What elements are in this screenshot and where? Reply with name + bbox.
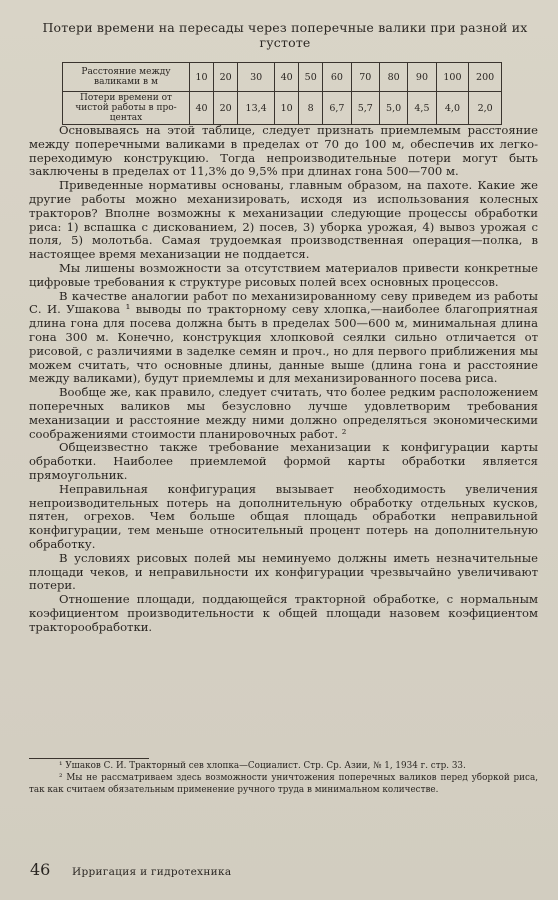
paragraph: В условиях рисовых полей мы неминуемо должны иметь незначительные площади чеков, и неправильности их конфигурации чрезвычайно увеличивают потери.: [29, 550, 538, 593]
paragraph: Приведенные нормативы основаны, главным образом, на пахоте. Какие же другие работы можно механизировать, исходя из использования колесных тракторов? Вполне возможны к механизации следующие процессы обработки риса: 1) вспашка с дискованием, 2) посев, 3) уборка урожая, 4) вывоз урожая с поля, 5) молотьба. Самая трудоемкая производственная операция—полка, в настоящее время механизации не поддается.: [29, 178, 538, 262]
table-cell: 20: [214, 63, 238, 92]
footnotes: [29, 761, 538, 796]
table-row: [63, 92, 502, 125]
table-cell: 90: [408, 63, 436, 92]
table-cell: 60: [323, 63, 351, 92]
footnote: ² Мы не рассматриваем здесь возможности уничтожения поперечных валиков перед уборкой риса, так как считаем обязательным применение ручного труда в минимальном количестве.: [29, 772, 538, 795]
paragraph: Отношение площади, поддающейся тракторной обработке, с нормальным коэфициентом производительности к общей площади назовем коэфициентом тракторообработки.: [29, 592, 538, 634]
paragraph: Мы лишены возможности за отсутствием материалов привести конкретные цифровые требования к структуре рисовых полей всех основных процессов.: [29, 260, 538, 289]
footnote: ¹ Ушаков С. И. Тракторный сев хлопка—Социалист. Стр. Ср. Азии, № 1, 1934 г. стр. 33.: [59, 761, 466, 771]
data-table: [62, 62, 502, 125]
table-cell: 100: [436, 63, 469, 92]
table-cell: 30: [238, 63, 275, 92]
paragraph: Неправильная конфигурация вызывает необходимость увеличения непроизводительных потерь на дополнительную обработку отдельных кусков, пятен, огрехов. Чем больше общая площадь обработки неправильной конфигурации, тем меньше относительный процент потерь на дополнительную обработку.: [29, 481, 538, 551]
row-label-distance: Расстояние между валиками в м: [63, 63, 190, 92]
table-cell: 13,4: [238, 92, 275, 125]
body-text: [29, 124, 538, 634]
table-cell: 2,0: [469, 92, 502, 125]
table-cell: 5,0: [379, 92, 407, 125]
paragraph: Общеизвестно также требование механизации к конфигурации карты обработки. Наиболее приемлемой формой карты обработки является прямоугольник.: [29, 440, 538, 482]
table-row: [63, 63, 502, 92]
table-cell: 70: [351, 63, 379, 92]
paragraph: Основываясь на этой таблице, следует признать приемлемым расстояние между поперечными валиками в пределах от 70 до 100 м, обеспечив их легко-переходимую конструкцию. Тогда непроизводительные потери могут быть заключены в пределах от 11,3% до 9,5% при длинах гона 500—700 м.: [29, 123, 538, 179]
paragraph: В качестве аналогии работ по механизированному севу приведем из работы С. И. Ушакова ¹ выводы по тракторному севу хлопка,—наиболее благоприятная длина гона для посева должна быть в пределах 500—600 м, минимальная длина гона 300 м. Конечно, конструкция хлопковой сеялки сильно отличается от рисовой, с различиями в заделке семян и проч., но для первого приближения мы можем считать, что основные длины, данные выше (длина гона и расстояние между валиками), будут приемлемы и для механизированного посева риса.: [29, 288, 538, 386]
table-cell: 10: [190, 63, 214, 92]
page-number: 46: [30, 860, 51, 879]
table-cell: 8: [299, 92, 323, 125]
footnote-rule: [29, 758, 149, 759]
table-cell: 6,7: [323, 92, 351, 125]
table-cell: 4,0: [436, 92, 469, 125]
paragraph: Вообще же, как правило, следует считать, что более редким расположением поперечных валиков мы безусловно лучше удовлетворим требования механизации и расстояние между ними должно определяться экономическими соображениями стоимости планировочных работ. ²: [29, 385, 538, 441]
table-cell: 4,5: [408, 92, 436, 125]
table-cell: 20: [214, 92, 238, 125]
table-cell: 200: [469, 63, 502, 92]
table-title: Потери времени на пересады через поперечные валики при разной их густоте: [42, 20, 528, 50]
table-cell: 50: [299, 63, 323, 92]
running-title: Ирригация и гидротехника: [72, 866, 232, 878]
row-label-losses: Потери времени от чистой работы в про-центах: [63, 92, 190, 125]
table-cell: 10: [275, 92, 299, 125]
table-cell: 5,7: [351, 92, 379, 125]
table-cell: 40: [190, 92, 214, 125]
table-cell: 40: [275, 63, 299, 92]
table-cell: 80: [379, 63, 407, 92]
